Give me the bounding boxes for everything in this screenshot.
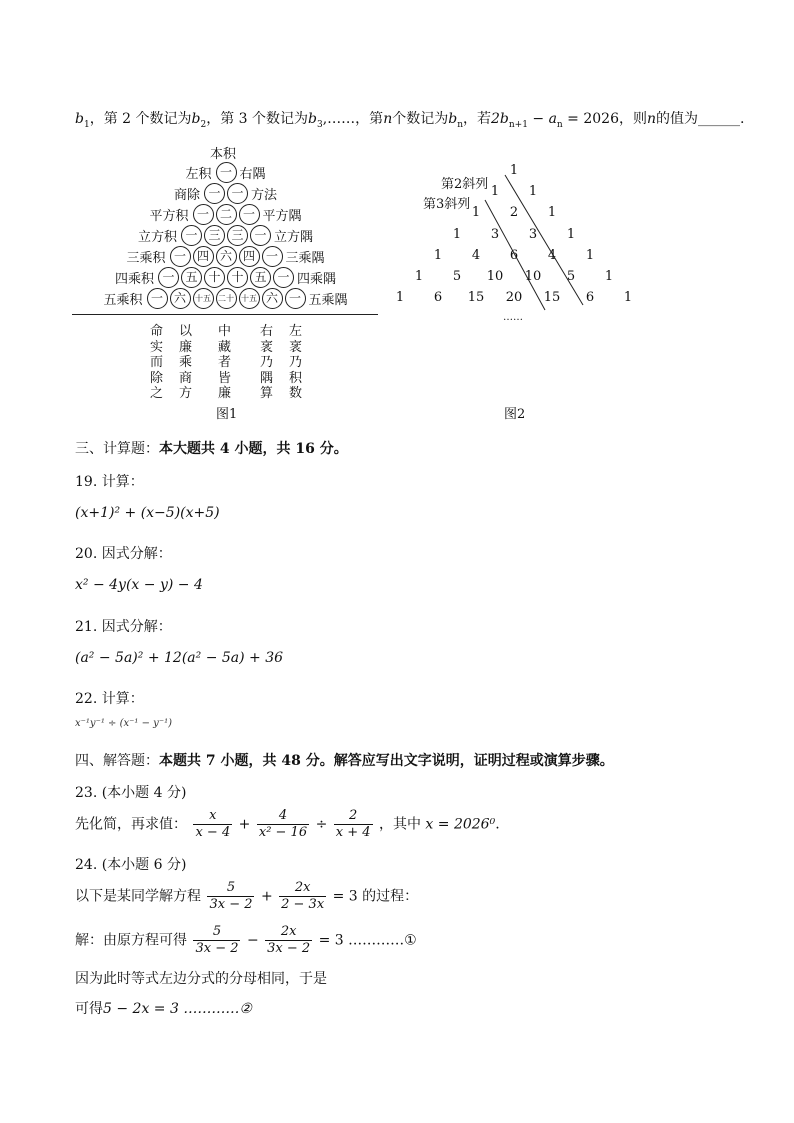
fig2-number: 1 — [585, 247, 595, 263]
fig1-row-right-label: 五乘隅 — [308, 293, 348, 308]
fig2-number: 15 — [467, 290, 485, 306]
q24-intro: 以下是某同学解方程 $\frac{5}{3x - 2}$ + $\frac{2x}{2 - 3x}$ = 3 的过程： — [75, 880, 419, 912]
fig2-number: 1 — [471, 205, 481, 221]
fig1-row-left-label: 平方积 — [149, 209, 189, 224]
fig1-row-right-label: 右隅 — [239, 167, 266, 182]
fig1-cell: 一 — [216, 162, 237, 183]
fig1-row-left-label: 四乘积 — [114, 272, 154, 287]
q24-line-3: 因为此时等式左边分式的分母相同，于是 — [75, 971, 327, 987]
q24-step-fraction-2: $\frac{2x}{3x - 2}$ — [267, 924, 311, 956]
q24-eq-fraction-1: $\frac{5}{3x - 2}$ — [209, 880, 253, 912]
fig1-column-char: 中 — [218, 324, 232, 339]
fig2-number: 1 — [414, 269, 424, 284]
fig2-number: 6 — [433, 290, 443, 306]
fig1-row-left-label: 商除 — [173, 188, 200, 203]
fig1-row-right-label: 平方隅 — [262, 209, 302, 224]
fig1-cell: 十五 — [193, 288, 214, 309]
fig1-cell: 一 — [250, 225, 271, 246]
fig1-column-char: 而 — [150, 355, 164, 370]
q19-label: 19. 计算： — [75, 474, 144, 490]
q23-body: 先化简，再求值： $\frac{x}{x - 4}$ + $\frac{4}{\text{x² − 16}}$ ÷ $\frac{2}{x + 4}$ ，其中 x = 2026⁰. — [75, 808, 500, 840]
q24-step-fraction-1: $\frac{5}{3x - 2}$ — [195, 924, 239, 956]
fig1-cell: 一 — [158, 267, 179, 288]
fig2-number: 4 — [547, 247, 557, 263]
fig1-row-left-label: 五乘积 — [103, 293, 143, 308]
question-18-tail: $b_1$，第 2 个数记为$b_2$，第 3 个数记为$b_3,\dots\dots$，第n个数记为$b_n$，若$2b_{n+1} - a_n = 2026$，则n的值为______. — [75, 111, 745, 130]
fig1-cell: 十五 — [239, 288, 260, 309]
q24-step-2: 可得5 − 2x = 3 …………② — [75, 1001, 252, 1017]
fig1-column-char: 之 — [150, 386, 164, 401]
fig2-label-diag2: 第2斜列 — [441, 177, 489, 192]
fig1-column-char: 廉 — [218, 386, 232, 401]
fig1-row-right-label: 三乘隅 — [285, 251, 325, 266]
fig1-cell: 二十 — [216, 288, 237, 309]
q22-expression: x⁻¹y⁻¹ ÷ (x⁻¹ − y⁻¹) — [75, 718, 173, 729]
fig2-number: 1 — [604, 269, 614, 284]
q24-label: 24. (本小题 6 分) — [75, 857, 187, 873]
fig2-number: 1 — [452, 226, 462, 242]
fig1-column-char: 左 — [289, 324, 303, 339]
fig1-column-char: 者 — [218, 355, 232, 370]
fig1-row-right-label: 方法 — [251, 188, 278, 203]
fig2-number: 5 — [452, 269, 462, 284]
q20-label: 20. 因式分解： — [75, 546, 172, 562]
fig1-cell: 一 — [239, 204, 260, 225]
fig1-row-left-label: 左积 — [185, 167, 212, 182]
fig1-column-char: 实 — [150, 339, 164, 355]
fig2-ellipsis: …… — [503, 312, 523, 323]
q23-fraction-1: $\frac{x}{x - 4}$ — [195, 808, 231, 840]
fig1-cell: 五 — [250, 267, 271, 288]
fig2-number: 20 — [505, 290, 523, 306]
q20-expression: x² − 4y(x − y) − 4 — [75, 577, 203, 593]
fig1-column-char: 乘 — [179, 355, 193, 370]
fig2-number: 2 — [509, 205, 519, 221]
fig1-cell: 四 — [239, 246, 260, 267]
fig1-column-char: 积 — [289, 370, 303, 386]
q24-eq-fraction-2: $\frac{2x}{2 - 3x}$ — [281, 880, 325, 912]
fig2-number: 1 — [528, 184, 538, 200]
fig2-number: 1 — [547, 205, 557, 221]
fig1-cell: 一 — [285, 288, 306, 309]
fig1-cell: 十 — [227, 267, 248, 288]
fig1-row-right-label: 四乘隅 — [297, 272, 337, 287]
fig1-column-char: 算 — [260, 386, 274, 401]
fig1-cell: 五 — [181, 267, 202, 288]
fig1-cell: 一 — [262, 246, 283, 267]
fig2-number: 6 — [509, 247, 519, 263]
fig1-cell: 一 — [204, 183, 225, 204]
fig1-column-char: 衺 — [289, 339, 303, 355]
fig2-number: 4 — [471, 247, 481, 263]
fig1-cell: 一 — [170, 246, 191, 267]
fig1-column-char: 隅 — [260, 370, 274, 386]
fig1-cell: 六 — [170, 288, 191, 309]
fig1-cell: 四 — [193, 246, 214, 267]
fig1-column-char: 方 — [179, 386, 193, 401]
fig1-column-char: 以 — [179, 324, 193, 339]
fig2-number: 10 — [524, 269, 542, 284]
fig1-row-left-label: 三乘积 — [126, 251, 166, 266]
fig2-number: 1 — [490, 184, 500, 200]
section-4-heading: 四、解答题：本题共 7 小题，共 48 分。解答应写出文字说明，证明过程或演算步骤。 — [75, 753, 614, 769]
fig1-caption: 图1 — [216, 407, 238, 422]
q23-fraction-2: $\frac{4}{\text{x² − 16}}$ — [258, 808, 308, 840]
fig1-cell: 一 — [273, 267, 294, 288]
fig1-cell: 一 — [181, 225, 202, 246]
fig2-number: 6 — [585, 290, 595, 306]
fig2-number: 10 — [486, 269, 504, 284]
fig1-row-right-label: 立方隅 — [274, 230, 314, 245]
fig1-column-char: 除 — [150, 370, 164, 386]
fig1-cell: 六 — [262, 288, 283, 309]
q19-expression: (x+1)² + (x−5)(x+5) — [75, 505, 220, 521]
fig1-cell: 二 — [216, 204, 237, 225]
fig2-caption: 图2 — [504, 407, 526, 422]
fig1-column-char: 商 — [179, 370, 193, 386]
q23-label: 23. (本小题 4 分) — [75, 785, 187, 801]
fig2-number: 3 — [528, 226, 538, 242]
fig1-row-left-label: 立方积 — [137, 230, 177, 245]
fig1-column-char: 乃 — [289, 355, 303, 370]
fig1-column-char: 藏 — [218, 339, 232, 355]
fig2-diagonal-lines — [0, 0, 794, 340]
fig1-column-char: 命 — [150, 324, 164, 339]
q24-step-1: 解：由原方程可得 $\frac{5}{3x - 2}$ − $\frac{2x}{3x - 2}$ = 3 …………① — [75, 924, 417, 956]
fig2-label-diag3: 第3斜列 — [423, 197, 471, 212]
fig2-number: 5 — [566, 269, 576, 284]
fig2-number: 1 — [395, 290, 405, 306]
fig1-cell: 一 — [193, 204, 214, 225]
fig1-cell: 一 — [227, 183, 248, 204]
fig2-number: 1 — [566, 226, 576, 242]
q21-expression: (a² − 5a)² + 12(a² − 5a) + 36 — [75, 650, 284, 666]
fig1-column-char: 乃 — [260, 355, 274, 370]
fig1-column-char: 衺 — [260, 339, 274, 355]
fig1-cell: 十 — [204, 267, 225, 288]
fig1-column-char: 数 — [289, 386, 303, 401]
fig2-number: 3 — [490, 226, 500, 242]
fig1-cell: 三 — [227, 225, 248, 246]
q22-label: 22. 计算： — [75, 691, 144, 707]
fig1-column-char: 皆 — [218, 370, 232, 386]
fig1-column-char: 廉 — [179, 339, 193, 355]
section-3-heading: 三、计算题：本大题共 4 小题，共 16 分。 — [75, 441, 348, 457]
fig1-cell: 三 — [204, 225, 225, 246]
q23-fraction-3: $\frac{2}{x + 4}$ — [335, 808, 371, 840]
fig1-cell: 一 — [147, 288, 168, 309]
fig2-number: 1 — [623, 290, 633, 306]
fig2-number: 1 — [509, 163, 519, 178]
fig1-column-char: 右 — [260, 324, 274, 339]
fig2-number: 15 — [543, 290, 561, 306]
q21-label: 21. 因式分解： — [75, 619, 172, 635]
fig1-top-label: 本积 — [210, 147, 237, 162]
fig2-number: 1 — [433, 247, 443, 263]
fig1-cell: 六 — [216, 246, 237, 267]
